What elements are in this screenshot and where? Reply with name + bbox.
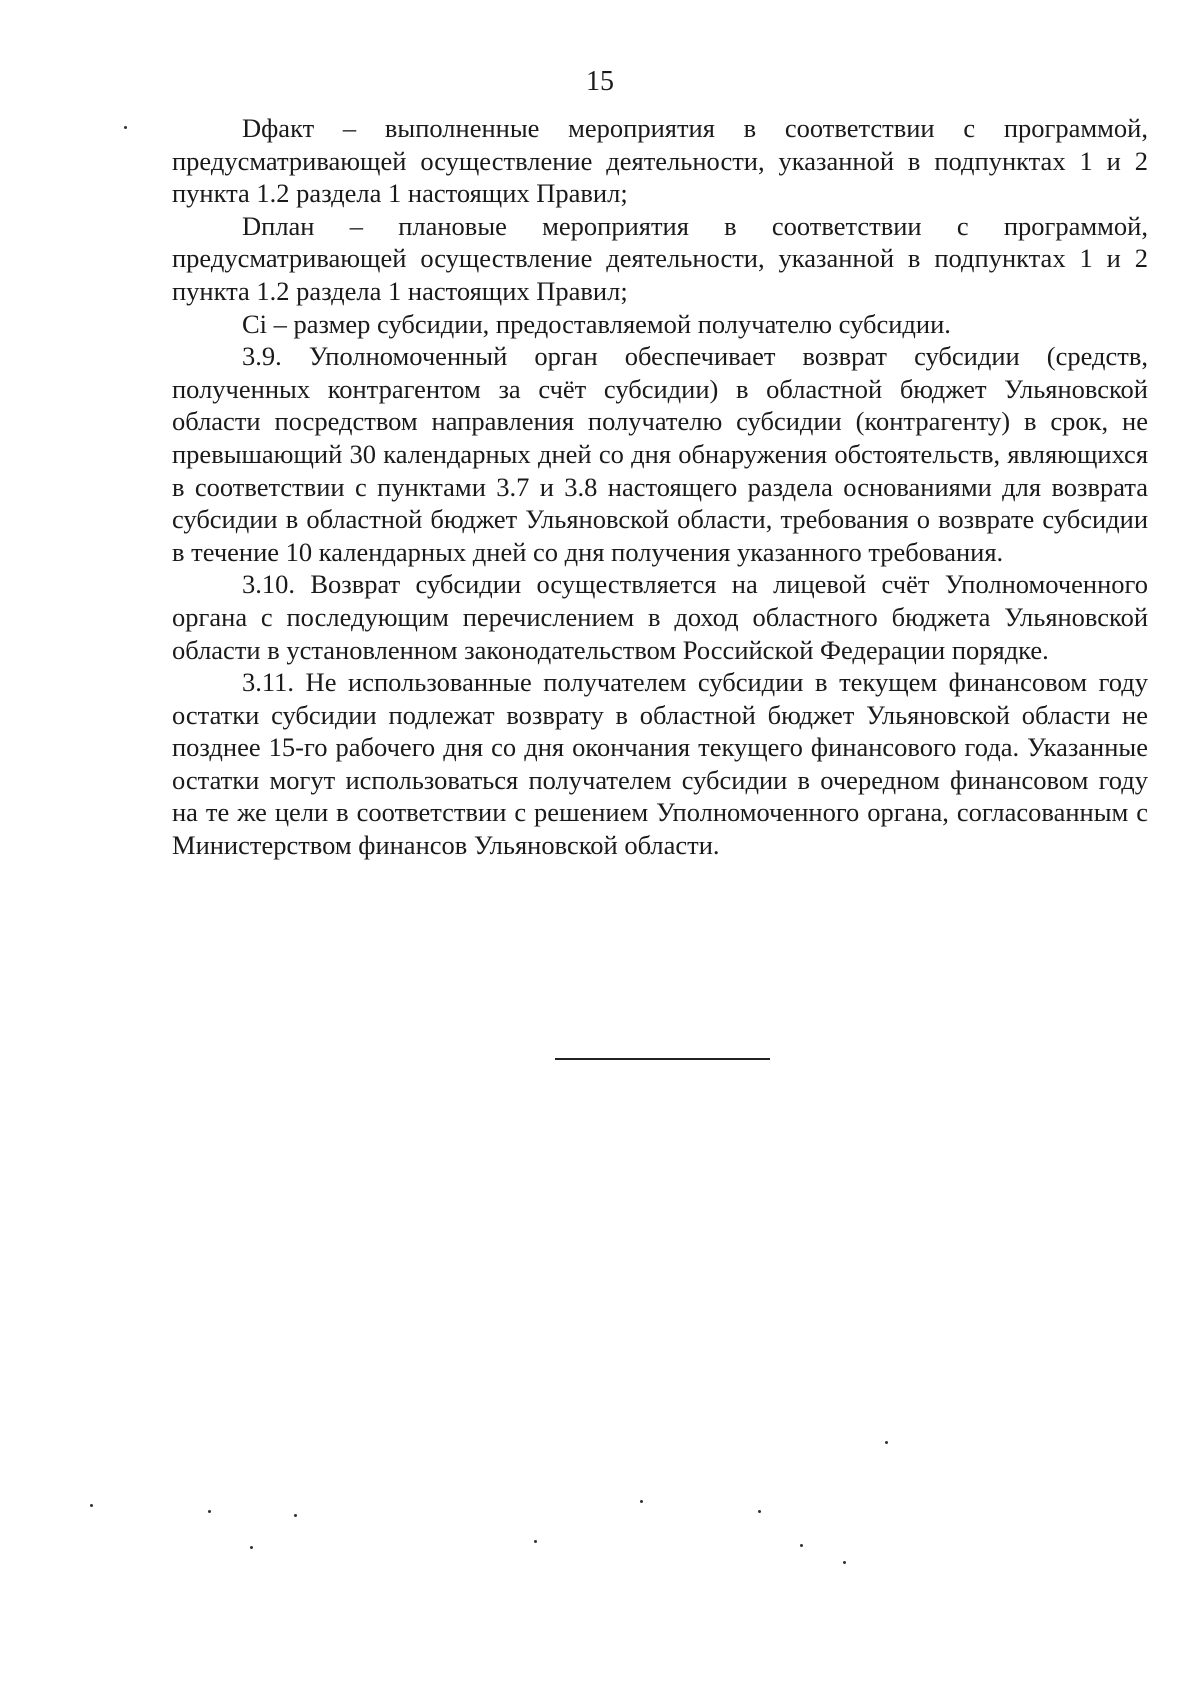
scan-speck — [885, 1441, 888, 1444]
text-line: Dплан – плановые мероприятия в соответствии с программой, — [242, 210, 1148, 241]
scan-speck — [800, 1544, 803, 1547]
text-line: предусматривающей осуществление деятельности, указанной в подпунктах 1 — [172, 243, 1093, 274]
text-line: не превышающий 30 календарных дней со дня обнаружения обстоятельств, — [172, 406, 1148, 469]
text-line: года. Указанные остатки могут использоваться получателем субсидии — [172, 732, 1148, 795]
paragraph-dplan — [172, 210, 1148, 308]
scan-speck — [758, 1510, 761, 1513]
text-line: области не позднее 15-го рабочего дня со дня окончания текущего финансового — [172, 699, 1149, 763]
scan-speck — [250, 1546, 253, 1549]
text-line: Уполномоченного органа с последующим перечислением в доход областного — [172, 569, 1149, 632]
text-line: 3.9. Уполномоченный орган обеспечивает возврат субсидии (средств, — [242, 341, 1148, 372]
page-number: 15 — [586, 66, 614, 97]
text-line: 3.11. Не использованные получателем субсидии в текущем финансовом — [242, 667, 1088, 698]
text-line: 3.10. Возврат субсидии осуществляется на лицевой счёт — [242, 569, 930, 600]
paragraph-dfakt — [172, 112, 1148, 210]
paragraph-3-11 — [172, 666, 1148, 862]
document-body — [172, 112, 1148, 862]
text-line: требования о возврате субсидии в течение 10 календарных дней со дня — [172, 504, 1149, 567]
text-line: Ci – размер субсидии, предоставляемой получателю субсидии. — [242, 308, 951, 339]
text-line: Dфакт – выполненные мероприятия в соответствии с программой, — [242, 113, 1148, 143]
scan-speck — [640, 1500, 643, 1503]
text-line: получения указанного требования. — [611, 536, 1004, 567]
text-line: основаниями для возврата субсидии в областной бюджет Ульяновской области, — [172, 471, 1149, 535]
end-separator-line — [555, 1058, 770, 1060]
scan-speck — [124, 126, 127, 129]
scan-speck — [208, 1510, 211, 1513]
scan-speck — [534, 1540, 537, 1543]
text-line: предусматривающей осуществление деятельности, указанной в подпунктах 1 — [172, 145, 1093, 176]
text-line: и 2 пункта 1.2 раздела 1 настоящих Правил; — [172, 145, 1149, 209]
text-line: и 2 пункта 1.2 раздела 1 настоящих Правил; — [172, 243, 1149, 306]
scan-speck — [843, 1561, 846, 1564]
text-line: Уполномоченного органа, согласованным с Министерством финансов — [172, 797, 1148, 861]
text-line: области посредством направления получателю субсидии (контрагенту) в срок, — [172, 406, 1109, 437]
paragraph-ci — [172, 308, 1148, 341]
text-line: в очередном финансовом году на те же цели в соответствии с решением — [172, 764, 1148, 828]
scan-speck — [90, 1504, 93, 1507]
text-line: полученных контрагентом за счёт субсидии) в областной бюджет Ульяновской — [172, 373, 1148, 404]
text-line: являющихся в соответствии с пунктами 3.7 и 3.8 настоящего раздела — [172, 438, 1149, 502]
paragraph-3-10 — [172, 568, 1148, 666]
scan-speck — [294, 1514, 297, 1517]
text-line: Федерации порядке. — [820, 634, 1049, 665]
text-line: Ульяновской области. — [473, 830, 720, 861]
paragraph-3-9 — [172, 340, 1148, 568]
text-line: году остатки субсидии подлежат возврату в областной бюджет Ульяновской — [172, 667, 1148, 730]
text-line: бюджета Ульяновской области в установленном законодательством Российской — [172, 601, 1149, 665]
